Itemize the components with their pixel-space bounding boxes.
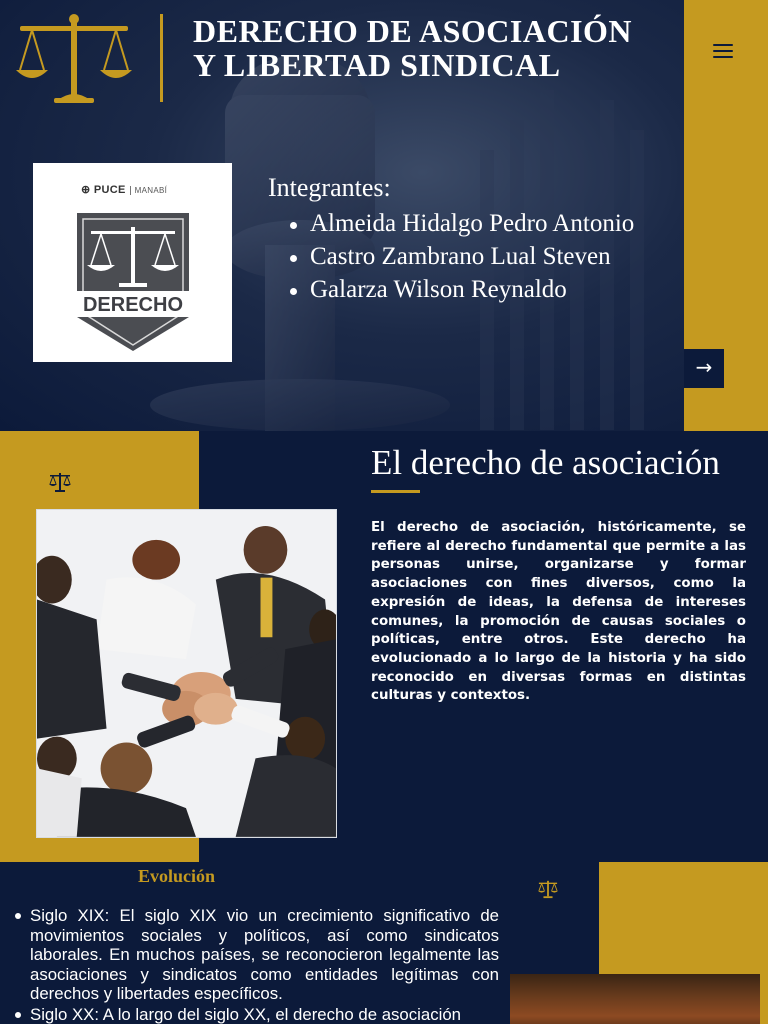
- university-name: PUCE: [93, 184, 126, 196]
- cross-icon: ⊕: [81, 184, 91, 196]
- site-title-line2: Y LIBERTAD SINDICAL: [193, 47, 561, 83]
- scales-of-justice-icon: [48, 471, 72, 493]
- evolution-list: [14, 906, 499, 1024]
- next-arrow-button[interactable]: →: [684, 349, 724, 388]
- site-title-line1: DERECHO DE ASOCIACIÓN: [193, 13, 633, 49]
- hamburger-menu-icon[interactable]: [706, 36, 740, 66]
- members-list: [288, 207, 634, 306]
- section-title: Evolución: [138, 866, 216, 886]
- title-underline: [371, 490, 420, 493]
- scales-of-justice-icon: [14, 12, 134, 106]
- member-item: Galarza Wilson Reynaldo: [288, 273, 634, 306]
- site-title: [193, 14, 663, 82]
- scales-of-justice-icon: [537, 879, 559, 899]
- university-logo-card: [33, 163, 232, 362]
- logo-divider: [160, 14, 163, 102]
- asociacion-section: [0, 431, 768, 862]
- section-body: El derecho de asociación, históricamente, se refiere al derecho fundamental que permite a las personas unirse, organizarse y formar asociaciones con fines diversos, como la expresión de ideas, la defensa de intereses comunes, la promoción de causas sociales o políticas, entre otros. Este derecho ha evolucionado a lo largo de la historia y ha sido reconocido en diversas formas en distintas culturas y contextos.: [371, 520, 746, 704]
- assembly-hall-photo: [510, 974, 760, 1024]
- evolucion-section: [0, 862, 768, 1024]
- member-item: Castro Zambrano Lual Steven: [288, 240, 634, 273]
- list-item: Siglo XIX: El siglo XIX vio un crecimiento significativo de movimientos sociales y políticos, así como sindicatos laborales. En muchos países, se reconocieron legalmente las asociaciones y sindicatos como entidades legítimas con derechos y libertades específicos.: [14, 906, 499, 1004]
- university-brand: [81, 183, 167, 196]
- group-hands-photo: [36, 509, 337, 838]
- list-item: Siglo XX: A lo largo del siglo XX, el derecho de asociación: [14, 1005, 499, 1024]
- shield-label: DERECHO: [82, 294, 184, 316]
- section-title: El derecho de asociación: [371, 443, 720, 482]
- law-shield-icon: [71, 207, 195, 355]
- members-label: Integrantes:: [268, 173, 391, 202]
- member-item: Almeida Hidalgo Pedro Antonio: [288, 207, 634, 240]
- university-campus: MANABÍ: [130, 186, 167, 195]
- hero-section: [0, 0, 768, 431]
